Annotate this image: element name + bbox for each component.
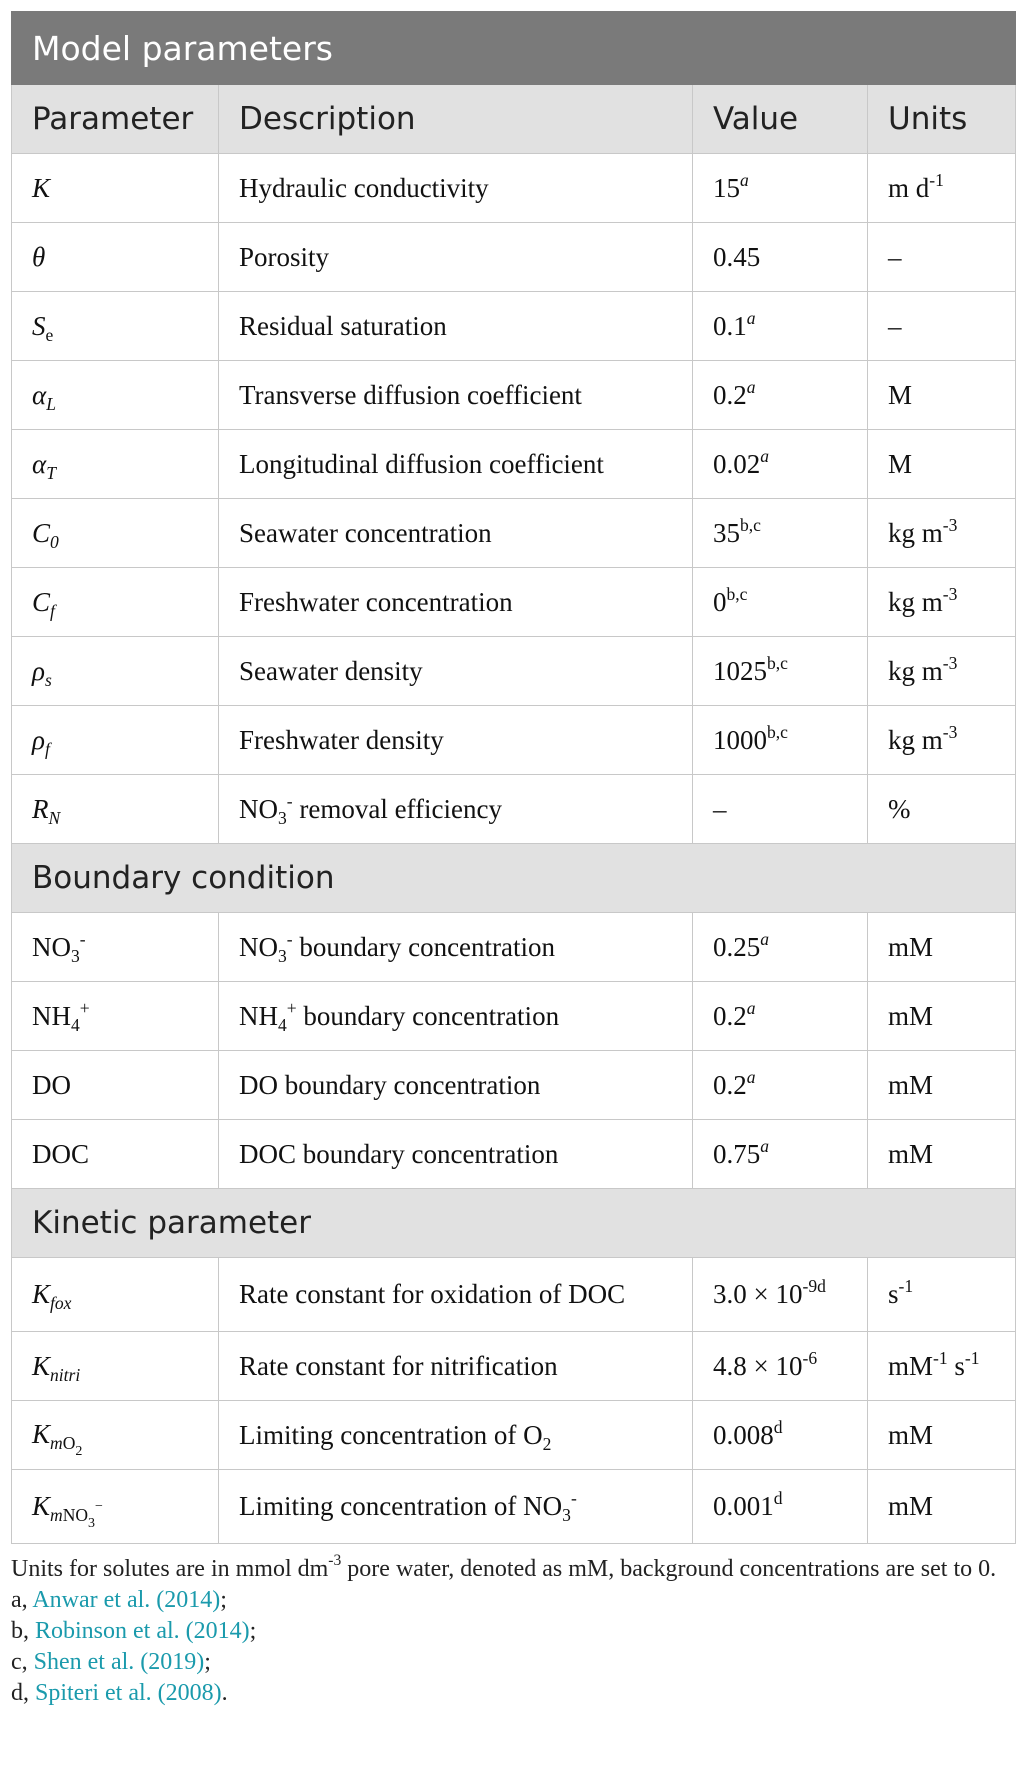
section-title-boundary: Boundary condition	[12, 844, 1016, 913]
value-superscript: a	[760, 445, 770, 466]
table-row	[12, 982, 1016, 1051]
reference-item	[11, 1678, 1015, 1709]
symbol-main: C	[32, 586, 51, 617]
cell-units	[868, 1332, 1016, 1401]
header-parameter: Parameter	[12, 85, 219, 154]
cell-parameter	[12, 154, 219, 223]
units-note-sup: -3	[328, 1552, 342, 1569]
symbol-subscript-index: 2	[75, 1443, 83, 1459]
unit-text: mM	[888, 1069, 934, 1100]
symbol-subscript-part: m	[50, 1504, 63, 1525]
symbol-subscript: f	[50, 600, 55, 621]
symbol-subscript: fox	[50, 1293, 72, 1313]
cell-parameter	[12, 430, 219, 499]
unit-text: kg m	[888, 724, 943, 755]
description-text-end: boundary concentration	[296, 1000, 560, 1031]
reference-key: b,	[11, 1618, 35, 1644]
symbol-subscript-species: NO	[62, 1504, 89, 1525]
cell-units	[868, 223, 1016, 292]
cell-description: Longitudinal diffusion coefficient	[219, 430, 693, 499]
cell-value	[693, 154, 868, 223]
cell-parameter	[12, 637, 219, 706]
symbol-subscript: s	[44, 669, 52, 690]
description-text: NH	[239, 1000, 278, 1031]
unit-superscript: -3	[942, 514, 958, 535]
unit-text: mM	[888, 1419, 934, 1450]
description-text-end: boundary concentration	[292, 931, 556, 962]
unit-superscript: -1	[929, 169, 944, 190]
parameter-symbol	[32, 379, 56, 414]
value-superscript: d	[773, 1488, 783, 1508]
symbol-main: K	[32, 172, 51, 203]
description-subscript: 4	[278, 1014, 287, 1035]
table-title-row	[12, 12, 1016, 85]
symbol-main: K	[32, 1350, 51, 1381]
cell-description	[219, 1470, 693, 1544]
parameter-symbol	[32, 997, 90, 1035]
unit-superscript-end: -1	[964, 1347, 980, 1368]
value-superscript: b,c	[740, 514, 761, 535]
cell-description	[219, 913, 693, 982]
value-superscript: -6	[802, 1347, 818, 1368]
table-row	[12, 1401, 1016, 1470]
parameter-symbol	[32, 586, 55, 621]
table-row	[12, 1470, 1016, 1544]
value-superscript: b,c	[767, 721, 788, 742]
cell-value	[693, 982, 868, 1051]
symbol-subscript: nitri	[50, 1364, 81, 1385]
value-superscript: a	[746, 376, 756, 397]
table-row	[12, 1051, 1016, 1120]
symbol-subscript: L	[46, 393, 56, 414]
unit-text: M	[888, 448, 913, 479]
description-superscript: -	[286, 790, 293, 811]
cell-units	[868, 499, 1016, 568]
value-text: 0.001	[713, 1491, 774, 1521]
cell-units	[868, 1401, 1016, 1470]
cell-units	[868, 913, 1016, 982]
reference-key: c,	[11, 1649, 34, 1675]
cell-units	[868, 1470, 1016, 1544]
unit-superscript: -1	[898, 1276, 914, 1296]
parameter-symbol	[32, 928, 86, 966]
symbol-main: DOC	[32, 1138, 90, 1169]
section-row-boundary	[12, 844, 1016, 913]
cell-units	[868, 430, 1016, 499]
unit-text: kg m	[888, 517, 943, 548]
cell-description: Freshwater density	[219, 706, 693, 775]
cell-description	[219, 775, 693, 844]
symbol-main: α	[32, 379, 47, 410]
cell-value	[693, 499, 868, 568]
cell-parameter	[12, 1332, 219, 1401]
value-text: 1000	[713, 724, 767, 755]
reference-item	[11, 1647, 1015, 1678]
parameter-symbol	[32, 793, 61, 828]
reference-link[interactable]: Spiteri et al. (2008)	[35, 1680, 222, 1706]
value-text: 0.2	[713, 1069, 747, 1100]
unit-text: –	[888, 241, 902, 272]
parameter-symbol	[32, 655, 52, 690]
symbol-subscript-part: m	[50, 1433, 63, 1453]
value-text: 0	[713, 586, 727, 617]
description-subscript: 3	[278, 945, 287, 966]
symbol-superscript: +	[79, 997, 90, 1018]
table-container	[11, 11, 1015, 1709]
cell-description: Seawater concentration	[219, 499, 693, 568]
unit-text: m d	[888, 172, 930, 203]
value-text: 0.2	[713, 379, 747, 410]
unit-superscript: -3	[942, 721, 958, 742]
symbol-main: θ	[32, 241, 46, 272]
units-note	[11, 1554, 1015, 1585]
parameter-symbol	[32, 1419, 83, 1459]
description-subscript: 3	[278, 807, 287, 828]
unit-text: %	[888, 793, 911, 824]
value-superscript: b,c	[767, 652, 788, 673]
value-superscript: b,c	[726, 583, 748, 604]
reference-key: a,	[11, 1587, 33, 1613]
symbol-subscript-index: 3	[88, 1514, 96, 1531]
cell-parameter	[12, 1470, 219, 1544]
model-parameters-table	[11, 11, 1016, 1544]
reference-end: ;	[204, 1649, 211, 1675]
cell-parameter	[12, 913, 219, 982]
cell-description: Rate constant for nitrification	[219, 1332, 693, 1401]
model-rows	[12, 154, 1016, 844]
parameter-symbol	[32, 1279, 72, 1313]
symbol-main: DO	[32, 1069, 71, 1100]
reference-end: .	[221, 1680, 228, 1706]
reference-item	[11, 1616, 1015, 1647]
cell-units	[868, 1051, 1016, 1120]
table-row	[12, 637, 1016, 706]
unit-superscript: -3	[942, 652, 958, 673]
header-units: Units	[868, 85, 1016, 154]
unit-text: mM	[888, 1350, 934, 1381]
table-footnote	[11, 1554, 1015, 1709]
cell-units	[868, 568, 1016, 637]
symbol-main: ρ	[32, 655, 45, 686]
cell-units	[868, 1258, 1016, 1332]
cell-description: Porosity	[219, 223, 693, 292]
reference-key: d,	[11, 1680, 35, 1706]
units-note-text-end: pore water, denoted as mM, background concentrations are set to 0.	[341, 1556, 997, 1582]
cell-description: Seawater density	[219, 637, 693, 706]
header-description: Description	[219, 85, 693, 154]
table-row	[12, 223, 1016, 292]
description-superscript: -	[570, 1488, 577, 1508]
parameter-symbol	[32, 448, 56, 483]
symbol-main: α	[32, 448, 47, 479]
table-row	[12, 775, 1016, 844]
description-superscript: +	[286, 997, 297, 1018]
cell-parameter	[12, 292, 219, 361]
cell-units	[868, 154, 1016, 223]
table-row	[12, 913, 1016, 982]
reference-link[interactable]: Anwar et al. (2014)	[32, 1587, 221, 1613]
cell-parameter	[12, 1120, 219, 1189]
parameter-symbol	[32, 242, 45, 272]
symbol-superscript: -	[79, 928, 86, 949]
symbol-subscript	[50, 1433, 83, 1459]
unit-text-end: s	[947, 1350, 965, 1381]
description-text-end: removal efficiency	[292, 793, 503, 824]
symbol-main: R	[32, 793, 49, 824]
cell-value	[693, 1332, 868, 1401]
parameter-symbol	[32, 1070, 71, 1100]
reference-link[interactable]: Shen et al. (2019)	[33, 1649, 205, 1675]
cell-value	[693, 1120, 868, 1189]
cell-units	[868, 292, 1016, 361]
cell-units	[868, 637, 1016, 706]
value-superscript: a	[746, 307, 756, 328]
cell-description	[219, 1120, 693, 1189]
value-superscript: d	[773, 1416, 783, 1437]
symbol-subscript	[50, 1497, 103, 1531]
description-text-end: DO boundary concentration	[239, 1069, 541, 1100]
reference-end: ;	[249, 1618, 257, 1644]
value-superscript: a	[740, 169, 749, 190]
value-text: –	[713, 793, 727, 824]
symbol-main: K	[32, 1279, 51, 1309]
cell-value	[693, 292, 868, 361]
cell-value	[693, 1258, 868, 1332]
cell-parameter	[12, 499, 219, 568]
symbol-main: NH	[32, 1000, 71, 1031]
table-row	[12, 292, 1016, 361]
value-text: 35	[713, 517, 740, 548]
cell-value	[693, 1470, 868, 1544]
unit-text: M	[888, 379, 913, 410]
cell-units	[868, 775, 1016, 844]
table-row	[12, 1332, 1016, 1401]
unit-text: kg m	[888, 586, 943, 617]
symbol-subscript-species: O	[62, 1433, 76, 1453]
value-superscript: a	[746, 1066, 756, 1087]
cell-parameter	[12, 1401, 219, 1470]
cell-description: Transverse diffusion coefficient	[219, 361, 693, 430]
value-text: 0.1	[713, 310, 747, 341]
table-row	[12, 1258, 1016, 1332]
value-text: 0.45	[713, 241, 761, 272]
cell-units	[868, 1120, 1016, 1189]
table-row	[12, 1120, 1016, 1189]
symbol-subscript: N	[48, 807, 61, 828]
symbol-subscript: e	[45, 324, 54, 345]
value-superscript: a	[760, 1135, 770, 1156]
cell-parameter	[12, 775, 219, 844]
cell-value	[693, 568, 868, 637]
description-text: NO	[239, 793, 278, 824]
section-row-kinetic	[12, 1189, 1016, 1258]
unit-text: –	[888, 310, 902, 341]
description-superscript: -	[286, 928, 293, 949]
reference-item	[11, 1585, 1015, 1616]
cell-description: Residual saturation	[219, 292, 693, 361]
value-text: 1025	[713, 655, 767, 686]
description-text-end: DOC boundary concentration	[239, 1138, 559, 1169]
value-text: 0.75	[713, 1138, 761, 1169]
symbol-main: NO	[32, 931, 71, 962]
cell-parameter	[12, 1051, 219, 1120]
header-value: Value	[693, 85, 868, 154]
table-row	[12, 361, 1016, 430]
table-row	[12, 568, 1016, 637]
parameter-symbol	[32, 517, 59, 552]
value-text: 3.0 × 10	[713, 1279, 803, 1309]
table-row	[12, 430, 1016, 499]
cell-parameter	[12, 568, 219, 637]
cell-units	[868, 982, 1016, 1051]
unit-text: mM	[888, 1138, 934, 1169]
symbol-subscript: 3	[71, 945, 80, 966]
symbol-subscript: 4	[71, 1014, 80, 1035]
parameter-symbol	[32, 173, 50, 203]
symbol-subscript-charge: −	[95, 1497, 103, 1514]
unit-text: mM	[888, 1491, 934, 1521]
header-row	[12, 85, 1016, 154]
table-row	[12, 706, 1016, 775]
cell-units	[868, 361, 1016, 430]
value-superscript: -9d	[802, 1276, 826, 1296]
value-text: 0.2	[713, 1000, 747, 1031]
cell-value	[693, 913, 868, 982]
symbol-main: S	[32, 310, 46, 341]
reference-list	[11, 1585, 1015, 1709]
section-title-kinetic: Kinetic parameter	[12, 1189, 1016, 1258]
cell-value	[693, 223, 868, 292]
reference-end: ;	[220, 1587, 227, 1613]
parameter-symbol	[32, 1139, 89, 1169]
unit-superscript: -1	[933, 1347, 948, 1368]
symbol-main: C	[32, 517, 51, 548]
cell-parameter	[12, 706, 219, 775]
cell-description: Freshwater concentration	[219, 568, 693, 637]
cell-parameter	[12, 223, 219, 292]
table-row	[12, 154, 1016, 223]
symbol-main: K	[32, 1490, 51, 1521]
cell-parameter	[12, 1258, 219, 1332]
unit-text: s	[888, 1279, 899, 1309]
reference-link[interactable]: Robinson et al. (2014)	[35, 1618, 250, 1644]
description-subscript: 3	[562, 1505, 571, 1525]
table-row	[12, 499, 1016, 568]
description-text: NO	[239, 931, 278, 962]
cell-value	[693, 775, 868, 844]
cell-value	[693, 637, 868, 706]
cell-description	[219, 982, 693, 1051]
cell-value	[693, 1401, 868, 1470]
units-note-text: Units for solutes are in mmol dm	[11, 1556, 329, 1582]
parameter-symbol	[32, 1490, 103, 1531]
symbol-subscript: 0	[50, 531, 59, 552]
cell-parameter	[12, 982, 219, 1051]
unit-text: kg m	[888, 655, 943, 686]
cell-parameter	[12, 361, 219, 430]
unit-text: mM	[888, 931, 934, 962]
cell-units	[868, 706, 1016, 775]
unit-superscript: -3	[942, 583, 958, 604]
cell-description: Hydraulic conductivity	[219, 154, 693, 223]
cell-value	[693, 1051, 868, 1120]
value-text: 0.02	[713, 448, 761, 479]
symbol-subscript: T	[46, 462, 56, 483]
cell-value	[693, 430, 868, 499]
parameter-symbol	[32, 1350, 81, 1385]
symbol-main: ρ	[32, 724, 45, 755]
cell-description	[219, 1051, 693, 1120]
description-text: Limiting concentration of O	[239, 1419, 543, 1450]
cell-description	[219, 1401, 693, 1470]
unit-text: mM	[888, 1000, 934, 1031]
boundary-rows	[12, 913, 1016, 1189]
value-text: 0.008	[713, 1419, 774, 1450]
description-subscript: 2	[542, 1433, 552, 1454]
description-text: Limiting concentration of NO	[239, 1491, 563, 1521]
symbol-main: K	[32, 1419, 51, 1449]
cell-value	[693, 706, 868, 775]
value-superscript: a	[746, 997, 756, 1018]
value-text: 15	[713, 172, 740, 203]
value-text: 4.8 × 10	[713, 1350, 803, 1381]
value-superscript: a	[760, 928, 770, 949]
kinetic-rows	[12, 1258, 1016, 1544]
parameter-symbol	[32, 310, 54, 345]
cell-description: Rate constant for oxidation of DOC	[219, 1258, 693, 1332]
cell-value	[693, 361, 868, 430]
symbol-subscript: f	[44, 738, 50, 759]
parameter-symbol	[32, 724, 50, 759]
value-text: 0.25	[713, 931, 761, 962]
table-title: Model parameters	[12, 12, 1016, 85]
